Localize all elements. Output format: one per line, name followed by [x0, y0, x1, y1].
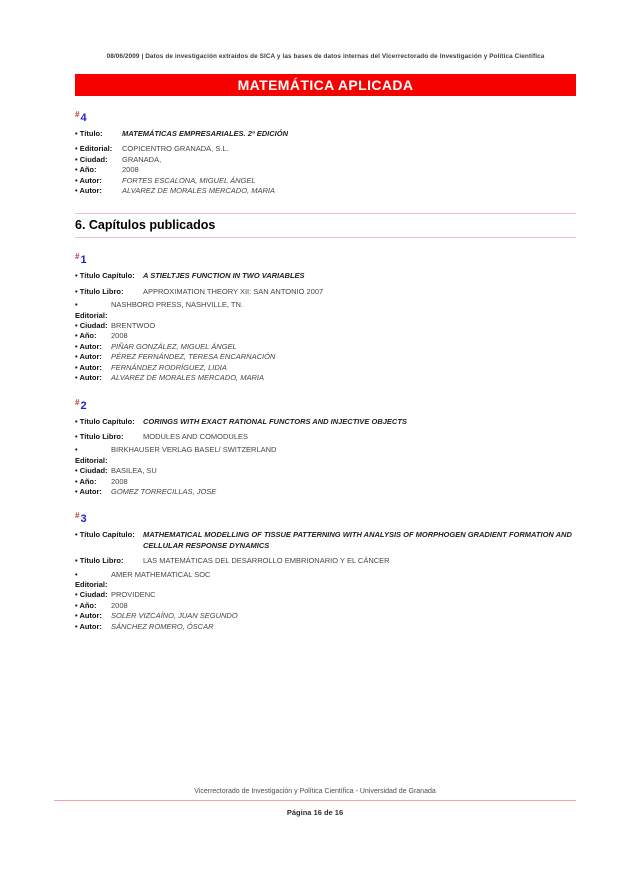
field-label: • Autor: [75, 342, 111, 352]
field-label: • Título Capítulo: [75, 417, 143, 427]
field-value: FERNÁNDEZ RODRÍGUEZ, LIDIA [111, 362, 227, 372]
field-row [75, 570, 576, 591]
field-value: APPROXIMATION THEORY XII: SAN ANTONIO 2007 [143, 286, 324, 296]
header-note: 08/06/2009 | Datos de investigación extraídos de SICA y las bases de datos internas del Vicerrectorado de Investigación y Política Científica [106, 53, 545, 60]
field-row [75, 432, 576, 442]
category-banner [75, 74, 576, 96]
field-value: CORINGS WITH EXACT RATIONAL FUNCTORS AND INJECTIVE OBJECTS [143, 416, 407, 426]
field-label: • Autor: [75, 363, 111, 373]
field-row [75, 622, 576, 632]
field-label: • Autor: [75, 373, 111, 383]
entry-number [75, 396, 576, 413]
field-row [75, 271, 576, 281]
field-value: 2008 [111, 331, 128, 341]
field-row [75, 445, 576, 466]
field-label: • Editorial: [75, 144, 122, 154]
field-label: • Título Libro: [75, 287, 143, 297]
field-row [75, 590, 576, 600]
field-value: COPICENTRO GRANADA, S.L. [122, 144, 229, 154]
entry-number-value: 1 [80, 254, 87, 267]
field-label: • Año: [75, 601, 111, 611]
field-label: • Autor: [75, 611, 111, 621]
field-value: PÉREZ FERNÁNDEZ, TERESA ENCARNACIÓN [111, 352, 276, 362]
page-number: Página 16 de 16 [286, 808, 344, 817]
hash-icon: # [75, 397, 80, 407]
field-value: NASHBORO PRESS, NASHVILLE, TN. [111, 300, 243, 310]
field-label: • Año: [75, 165, 122, 175]
field-label: • Año: [75, 331, 111, 341]
field-label: • Autor: [75, 622, 111, 632]
entry-number-value: 3 [80, 513, 87, 526]
field-label: • Editorial: [75, 570, 111, 591]
publication-entry [75, 108, 576, 196]
field-value: MODULES AND COMODULES [143, 431, 249, 441]
publication-entry [75, 250, 576, 383]
field-label: • Título: [75, 129, 122, 139]
field-row [75, 363, 576, 373]
field-label: • Título Libro: [75, 556, 143, 566]
section-heading-block [75, 213, 576, 238]
category-banner-title: MATEMÁTICA APLICADA [237, 77, 414, 93]
field-value: MATHEMATICAL MODELLING OF TISSUE PATTERNING WITH ANALYSIS OF MORPHOGEN GRADIENT FORMATION AND CELLULAR RESPONSE DYNAMICS [143, 530, 572, 550]
field-value: FORTES ESCALONA, MIGUEL ÁNGEL [122, 175, 256, 185]
field-row [75, 611, 576, 621]
entry-number [75, 509, 576, 526]
field-value: BASILEA, SU [111, 466, 157, 476]
entry-number-value: 4 [80, 112, 87, 124]
field-row [75, 342, 576, 352]
field-value: AMER MATHEMATICAL SOC [111, 569, 211, 579]
field-value: A STIELTJES FUNCTION IN TWO VARIABLES [143, 271, 305, 281]
publication-entry [75, 396, 576, 498]
field-row [75, 466, 576, 476]
field-row [75, 601, 576, 611]
field-label: • Título Libro: [75, 432, 143, 442]
field-row [75, 321, 576, 331]
field-value: GOMEZ TORRECILLAS, JOSE [111, 486, 217, 496]
field-label: • Autor: [75, 487, 111, 497]
field-row [75, 331, 576, 341]
field-row [75, 300, 576, 321]
hash-icon: # [75, 252, 80, 262]
entry-number [75, 250, 576, 267]
field-row [75, 417, 576, 427]
field-value: SOLER VIZCAÍNO, JUAN SEGUNDO [111, 611, 238, 621]
field-value: 2008 [111, 600, 128, 610]
footer-rule [54, 800, 576, 801]
page-content [75, 0, 576, 632]
field-value: ALVAREZ DE MORALES MERCADO, MARIA [122, 186, 275, 196]
field-label: • Título Capítulo: [75, 530, 143, 551]
entry-number-value: 2 [80, 399, 87, 412]
field-value: BRENTWOO [111, 321, 156, 331]
field-label: • Ciudad: [75, 590, 111, 600]
field-label: • Año: [75, 477, 111, 487]
chapter-entries-section [75, 250, 576, 632]
field-value: PROVIDENC [111, 590, 156, 600]
entry-number [75, 108, 576, 125]
field-value: LAS MATEMÁTICAS DEL DESARROLLO EMBRIONARIO Y EL CÁNCER [143, 556, 390, 566]
field-label: • Ciudad: [75, 321, 111, 331]
field-label: • Ciudad: [75, 466, 111, 476]
field-row [75, 155, 576, 165]
field-row [75, 477, 576, 487]
field-row [75, 165, 576, 175]
field-row [75, 129, 576, 139]
field-row [75, 144, 576, 154]
field-value: SÁNCHEZ ROMERO, ÓSCAR [111, 621, 214, 631]
field-row [75, 287, 576, 297]
field-value: GRANADA, [122, 154, 162, 164]
hash-icon: # [75, 511, 80, 521]
book-entries-section [75, 108, 576, 196]
field-label: • Editorial: [75, 445, 111, 466]
field-label: • Autor: [75, 186, 122, 196]
field-row [75, 373, 576, 383]
hash-icon: # [75, 110, 80, 119]
footer-note: Vicerrectorado de Investigación y Política Científica - Universidad de Granada [194, 788, 436, 795]
field-value: 2008 [111, 476, 128, 486]
page-footer [54, 787, 576, 817]
field-value: MATEMÁTICAS EMPRESARIALES. 2ª EDICIÓN [122, 129, 288, 138]
field-label: • Editorial: [75, 300, 111, 321]
field-row [75, 530, 576, 551]
field-label: • Ciudad: [75, 155, 122, 165]
field-label: • Autor: [75, 352, 111, 362]
field-value: 2008 [122, 165, 139, 175]
publication-entry [75, 509, 576, 632]
field-row [75, 556, 576, 566]
section-heading: 6. Capítulos publicados [75, 218, 216, 233]
field-row [75, 352, 576, 362]
field-value: PIÑAR GONZÁLEZ, MIGUEL ÁNGEL [111, 341, 237, 351]
field-row [75, 487, 576, 497]
field-row [75, 186, 576, 196]
field-label: • Autor: [75, 176, 122, 186]
field-row [75, 176, 576, 186]
field-value: BIRKHAUSER VERLAG BASEL/ SWITZERLAND [111, 445, 277, 455]
field-label: • Título Capítulo: [75, 271, 143, 281]
field-value: ALVAREZ DE MORALES MERCADO, MARIA [111, 373, 264, 383]
